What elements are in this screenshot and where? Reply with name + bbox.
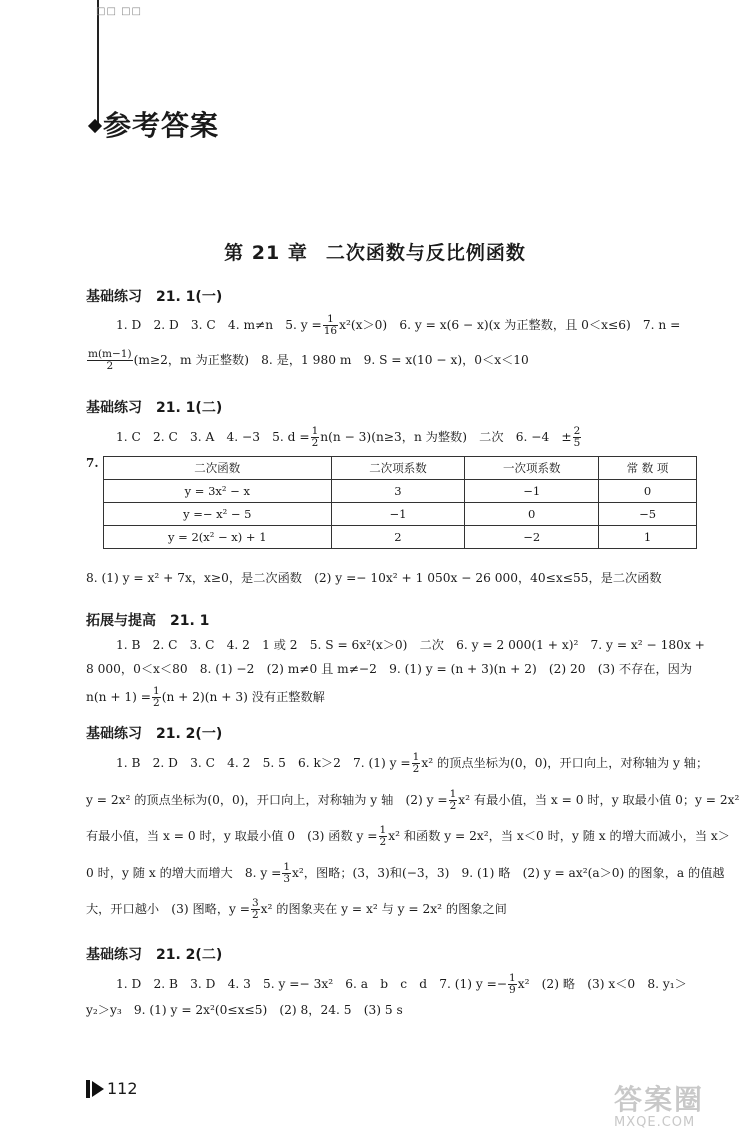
section-heading-21-2-2: 基础练习 21. 2(二): [86, 947, 223, 963]
chapter-title: [0, 238, 750, 265]
table-cell: y =− x² − 5: [104, 503, 332, 526]
fraction: $\frac{2}{5}$: [573, 425, 581, 449]
table-cell: −5: [599, 503, 697, 526]
table-cell: 2: [331, 526, 465, 549]
watermark-line1: 答案圈: [614, 1083, 705, 1116]
table-header: 二次函数: [104, 457, 332, 480]
answer-line: 1. D 2. B 3. D 4. 3 5. y =− 3x² 6. a b c d 7. (1) y =− $\frac{1}{9}$ x² (2) 略 (3) x＜0 8. y₁＞: [116, 972, 687, 996]
table-header-row: [104, 457, 697, 480]
table-cell: −1: [331, 503, 465, 526]
fraction: $\frac{m(m-1)}{2}$: [88, 348, 132, 372]
section-heading-extension-21-1: 拓展与提高 21. 1: [86, 613, 210, 629]
table-cell: 3: [331, 480, 465, 503]
table-row: [104, 480, 697, 503]
table-row: [104, 503, 697, 526]
answer-line: 有最小值，当 x = 0 时，y 取最小值 0 (3) 函数 y = $\frac{1}{2}$ x² 和函数 y = 2x²，当 x＜0 时，y 随 x 的增大而减小，当 x＞: [86, 824, 730, 848]
margin-rule: [97, 0, 99, 128]
answer-line: $\frac{m(m-1)}{2}$ (m≥2，m 为正整数) 8. 是，1 980 m 9. S = x(10 − x)，0＜x＜10: [88, 348, 529, 372]
fraction: $\frac{1}{9}$: [509, 972, 516, 996]
watermark-line2: MXQE.COM: [614, 1115, 696, 1130]
table-cell: 0: [465, 503, 599, 526]
page-arrow-icon: [92, 1081, 104, 1097]
table-cell: y = 3x² − x: [104, 480, 332, 503]
answer-line: 1. C 2. C 3. A 4. −3 5. d = $\frac{1}{2}$ n(n − 3)(n≥3，n 为整数) 二次 6. −4 ± $\frac{2}{5}$: [116, 425, 581, 449]
chapter-name: 二次函数与反比例函数: [325, 242, 526, 264]
table-cell: −1: [465, 480, 599, 503]
table-header: 一次项系数: [465, 457, 599, 480]
table-row: [104, 526, 697, 549]
answer-line: y₂＞y₃ 9. (1) y = 2x²(0≤x≤5) (2) 8，24. 5 (3) 5 s: [86, 1003, 403, 1017]
answer-line: 8 000，0＜x＜80 8. (1) −2 (2) m≠0 且 m≠−2 9. (1) y = (n + 3)(n + 2) (2) 20 (3) 不存在，因为: [86, 662, 693, 676]
answer-line: 1. B 2. C 3. C 4. 2 1 或 2 5. S = 6x²(x＞0) 二次 6. y = 2 000(1 + x)² 7. y = x² − 180x +: [116, 638, 705, 652]
section-heading-21-1-1: 基础练习 21. 1(一): [86, 289, 223, 305]
section-heading-21-2-1: 基础练习 21. 2(一): [86, 726, 223, 742]
fraction: $\frac{1}{16}$: [323, 313, 338, 337]
fraction: $\frac{1}{2}$: [412, 751, 420, 775]
page-number: 112: [107, 1079, 138, 1098]
fraction: $\frac{1}{2}$: [153, 685, 160, 709]
section-heading-21-1-2: 基础练习 21. 1(二): [86, 400, 223, 416]
table-cell: −2: [465, 526, 599, 549]
answer-line: 大，开口越小 (3) 图略，y = $\frac{3}{2}$ x² 的图象夹在 y = x² 与 y = 2x² 的图象之间: [86, 897, 507, 921]
page-title: 参考答案: [103, 109, 220, 142]
table-cell: 0: [599, 480, 697, 503]
watermark: [614, 1085, 742, 1135]
fraction: $\frac{1}{2}$: [379, 824, 387, 848]
answer-line: n(n + 1) = $\frac{1}{2}$ (n + 2)(n + 3) 没有正整数解: [86, 685, 325, 709]
fraction: $\frac{1}{2}$: [311, 425, 319, 449]
table-header: 常 数 项: [599, 457, 697, 480]
table-cell: y = 2(x² − x) + 1: [104, 526, 332, 549]
answer-line: 1. B 2. D 3. C 4. 2 5. 5 6. k＞2 7. (1) y = $\frac{1}{2}$ x² 的顶点坐标为(0，0)，开口向上，对称轴为 y 轴；: [116, 751, 709, 775]
coefficient-table: [103, 456, 697, 549]
fraction: $\frac{3}{2}$: [251, 897, 259, 921]
answer-line: 0 时，y 随 x 的增大而增大 8. y = $\frac{1}{3}$ x²，图略；(3，3)和(−3，3) 9. (1) 略 (2) y = ax²(a＞0) 的图象，a 的值越: [86, 861, 725, 885]
question-7-label: 7.: [86, 456, 99, 470]
chapter-number: 第 21 章: [224, 242, 308, 264]
top-print-mark: □□ □□: [96, 6, 142, 17]
answer-line: 8. (1) y = x² + 7x，x≥0，是二次函数 (2) y =− 10x² + 1 050x − 26 000，40≤x≤55，是二次函数: [86, 571, 662, 585]
diamond-bullet-icon: [88, 119, 102, 133]
answer-line: y = 2x² 的顶点坐标为(0，0)，开口向上，对称轴为 y 轴 (2) y = $\frac{1}{2}$ x² 有最小值，当 x = 0 时，y 取最小值 0；y = 2x²: [86, 788, 740, 812]
table-header: 二次项系数: [331, 457, 465, 480]
fraction: $\frac{1}{3}$: [283, 861, 291, 885]
table-cell: 1: [599, 526, 697, 549]
page-bar-icon: [86, 1080, 90, 1098]
fraction: $\frac{1}{2}$: [449, 788, 457, 812]
answer-line: 1. D 2. D 3. C 4. m≠n 5. y = $\frac{1}{16}$ x²(x＞0) 6. y = x(6 − x)(x 为正整数，且 0＜x≤6) 7. n =: [116, 313, 681, 337]
